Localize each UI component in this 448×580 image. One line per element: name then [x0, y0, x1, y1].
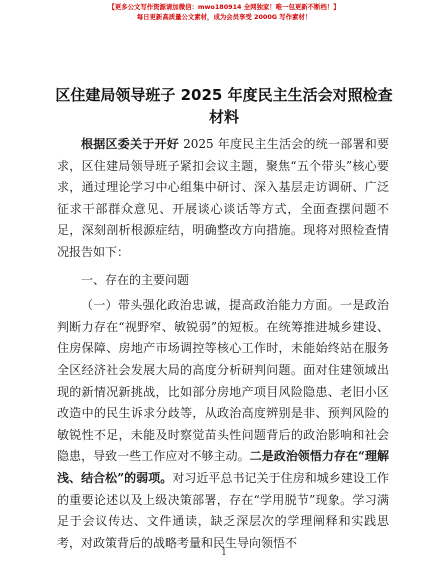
document-title: 区住建局领导班子 2025 年度民主生活会对照检查材料: [55, 86, 393, 126]
subsection-text: 一是政治判断力存在“视野窄、敏锐弱”的短板。在统筹推进城乡建设、住房保障、房地产市场调控等核心工作时，未能始终站在服务全区经济社会发展大局的高度分析研判问题。面对住建领域出现的新情况新挑战，比如部分房地产项目风险隐患、老旧小区改造中的民生诉求分歧等，从政治高度辨别是非、预判风险的敏锐性不足，未能及时察觉苗头性问题背后的政治影响和社会隐患，导致一些工作应对不够主动。: [57, 298, 389, 464]
subsection-text-2: 对习近平总书记关于住房和城乡建设工作的重要论述以及上级决策部署，存在“学用脱节”现象。学习满足于会议传达、文件通读，缺乏深层次的学理阐释和实践思考，对政策背后的战略考量和民生导向领悟不: [57, 470, 389, 550]
intro-text: 2025 年度民主生活会的统一部署和要求，区住建局领导班子紧扣会议主题，聚焦“五个带头”核心要求，通过理论学习中心组集中研讨、深入基层走访调研、广泛征求干部群众意见、开展谈心谈话等方式，全面查摆问题不足，深刻剖析根源症结，明确整改方向措施。现将对照检查情况报告如下：: [57, 137, 389, 259]
promo-banner: [0, 2, 448, 22]
subsection-paragraph: [57, 295, 389, 554]
promo-line-2: 每日更新高质量公文素材，成为会员享受 2000G 写作素材！: [136, 13, 312, 21]
intro-paragraph: [57, 134, 389, 264]
page-number: 1: [221, 548, 227, 558]
section-heading: 一、存在的主要问题: [81, 272, 190, 287]
promo-line-1: 【更多公文写作资源请加微信：mwo180914 全网独家！唯一包更新不断档！】: [108, 3, 340, 11]
subsection-bold-point: 二是政治领悟力存在“理解浅、结合松”的弱项。: [57, 449, 389, 485]
document-body: [57, 134, 389, 554]
intro-bold: 根据区委关于开好: [81, 137, 180, 151]
subsection-lead: （一）带头强化政治忠诚，提高政治能力方面。: [81, 298, 340, 313]
